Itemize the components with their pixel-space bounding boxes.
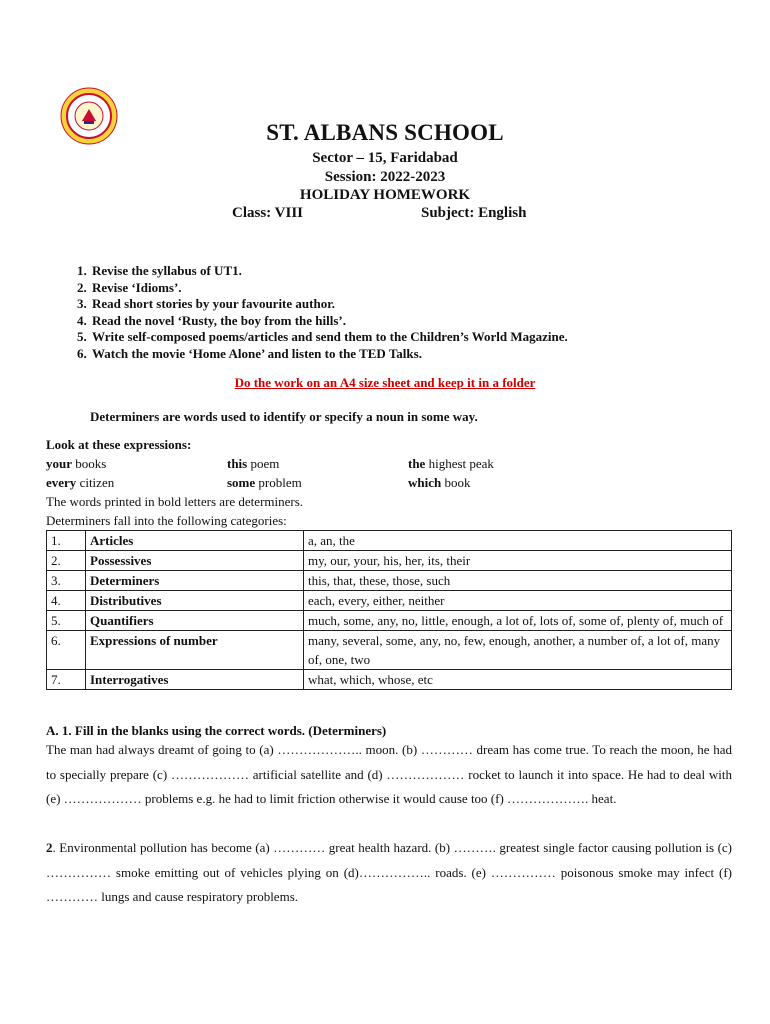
example: your books [46,456,107,471]
row-number: 2. [47,551,86,571]
table-row [47,670,732,690]
row-number: 3. [47,571,86,591]
bold-note: The words printed in bold letters are determiners. [46,494,304,509]
task-item: 4. Read the novel ‘Rusty, the boy from the hills’. [90,313,568,330]
task-item: 5. Write self-composed poems/articles and send them to the Children’s World Magazine. [90,329,568,346]
determiner-categories-table [46,530,732,690]
category-name: Quantifiers [86,611,304,631]
row-number: 1. [47,531,86,551]
subject-label: Subject: English [421,205,527,221]
school-address: Sector – 15, Faridabad [312,150,458,166]
category-name: Distributives [86,591,304,611]
example: this poem [227,456,280,471]
category-examples: this, that, these, those, such [304,571,732,591]
task-item: 3. Read short stories by your favourite author. [90,296,568,313]
section-a-heading: A. 1. Fill in the blanks using the correct words. (Determiners) [46,723,387,738]
look-heading: Look at these expressions: [46,437,192,452]
table-row [47,551,732,571]
exercise-paragraph-2 [46,836,732,910]
task-item: 6. Watch the movie ‘Home Alone’ and listen to the TED Talks. [90,346,568,363]
category-examples: a, an, the [304,531,732,551]
row-number: 5. [47,611,86,631]
categories-intro: Determiners fall into the following categories: [46,513,287,528]
class-label: Class: VIII [232,205,303,221]
exercise-paragraph-1: The man had always dreamt of going to (a) ……………….. moon. (b) ………… dream has come true. To reach the moon, he had to specially prepare (c) ……………… artificial satellite and (d) ……………… rocket to launch it into space. He had to deal with (e) ……………… problems e.g. he had to limit friction otherwise it would cause too (f) ………………. heat. [46,742,732,806]
category-name: Possessives [86,551,304,571]
category-name: Interrogatives [86,670,304,690]
task-list [48,263,568,362]
task-item: 1. Revise the syllabus of UT1. [90,263,568,280]
instruction-note: Do the work on an A4 size sheet and keep it in a folder [234,375,536,390]
category-examples: many, several, some, any, no, few, enough, another, a number of, a lot of, many of, one, two [304,631,732,670]
example: some problem [227,475,302,490]
task-item: 2. Revise ‘Idioms’. [90,280,568,297]
category-name: Determiners [86,571,304,591]
table-row [47,631,732,670]
exercise-number: 2 [46,840,53,855]
table-row [47,531,732,551]
school-name: ST. ALBANS SCHOOL [266,120,504,145]
example: which book [408,475,471,490]
category-examples: my, our, your, his, her, its, their [304,551,732,571]
table-row [47,591,732,611]
category-name: Articles [86,531,304,551]
row-number: 6. [47,631,86,670]
session: Session: 2022-2023 [324,169,446,185]
category-name: Expressions of number [86,631,304,670]
holiday-homework-heading: HOLIDAY HOMEWORK [299,187,471,203]
category-examples: what, which, whose, etc [304,670,732,690]
exercise-text: . Environmental pollution has become (a) ………… great health hazard. (b) ………. greatest single factor causing pollution is (c) …………… smoke emitting out of vehicles plying on (d)…………….. roads. (e) …………… poisonous smoke may infect (f) ………… lungs and cause respiratory problems. [46,840,732,904]
row-number: 4. [47,591,86,611]
category-examples: much, some, any, no, little, enough, a lot of, lots of, some of, plenty of, much of [304,611,732,631]
example: the highest peak [408,456,494,471]
table-row [47,571,732,591]
row-number: 7. [47,670,86,690]
category-examples: each, every, either, neither [304,591,732,611]
table-row [47,611,732,631]
example: every citizen [46,475,115,490]
determiners-definition: Determiners are words used to identify or specify a noun in some way. [90,409,478,424]
